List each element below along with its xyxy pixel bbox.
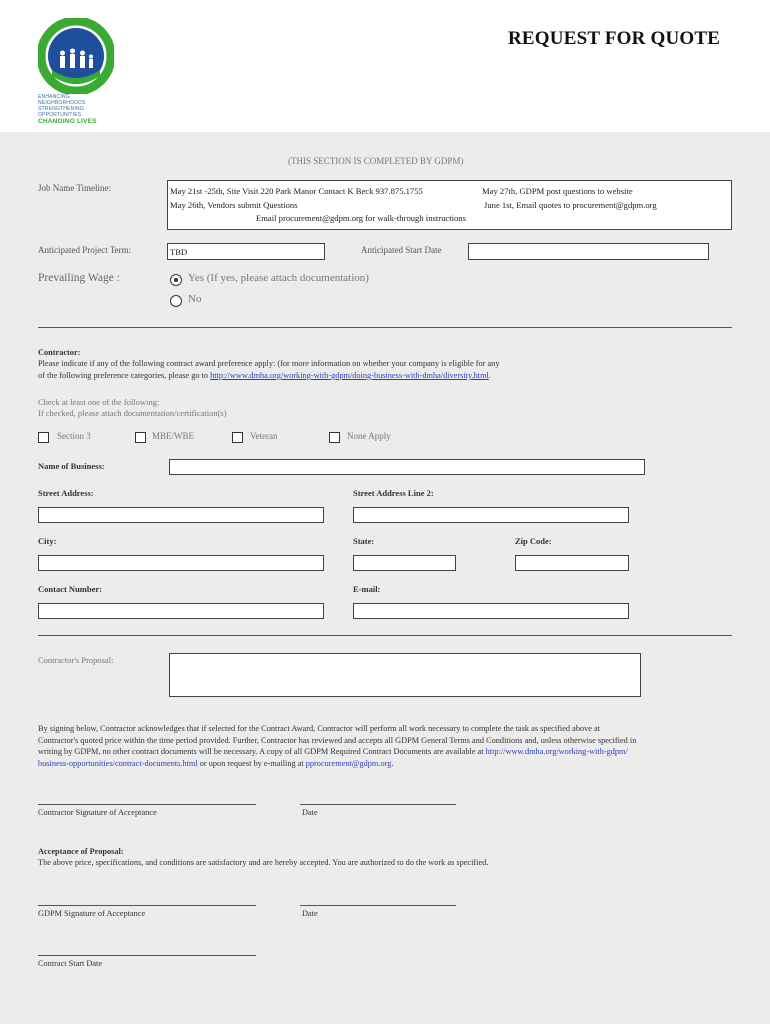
date-1-label: Date [302,808,318,817]
wage-yes-label: Yes (If yes, please attach documentation) [188,272,369,284]
contract-docs-link-2[interactable]: business-opportunities/contract-documents.html [38,758,198,768]
agreement-line-4 [38,758,732,770]
header [0,0,770,132]
job-name-label: Job Name Timeline: [38,183,112,193]
business-name-label: Name of Business: [38,461,105,471]
acceptance-text: The above price, specifications, and conditions are satisfactory and are hereby accepted. You are authorized to do the work as specified. [38,858,489,867]
divider-1 [38,327,732,328]
contract-start-line[interactable] [38,955,256,956]
contact-number-input[interactable] [38,603,324,619]
job-line-1-right: May 27th, GDPM post questions to website [482,186,633,196]
page-title: REQUEST FOR QUOTE [508,28,721,49]
contractor-intro-end: . [488,371,491,380]
project-term-label: Anticipated Project Term: [38,245,132,255]
city-input[interactable] [38,555,324,571]
proposal-label: Contractor's Proposal: [38,655,114,665]
wage-no-label: No [188,293,202,305]
wage-yes-radio[interactable] [170,274,182,286]
procurement-email-link[interactable]: pprocurement@gdpm.org [305,758,392,768]
prevailing-wage-label: Prevailing Wage : [38,272,120,284]
contact-number-label: Contact Number: [38,584,102,594]
contractor-intro-2 [38,370,491,382]
zip-code-label: Zip Code: [515,536,552,546]
zip-code-input[interactable] [515,555,629,571]
job-line-2-left: May 26th, Vendors submit Questions [170,200,298,210]
agreement-paragraph [38,723,732,769]
agreement-line-3 [38,746,732,758]
gdpm-signature-label: GDPM Signature of Acceptance [38,909,146,918]
check-instruction-2: If checked, please attach documentation/certification(s) [38,408,227,418]
diversity-link[interactable]: http://www.dmha.org/working-with-gdpm/doing-business-with-dmha/diversity.html [210,371,489,380]
section3-checkbox[interactable] [38,432,49,443]
gdpm-logo-icon [38,18,114,94]
logo-tagline [38,94,118,125]
section3-label: Section 3 [57,431,91,441]
job-line-2-right: June 1st, Email quotes to procurement@gdpm.org [484,200,657,210]
start-date-field[interactable] [468,243,709,260]
agreement-line-2: Contractor's quoted price within the time period provided. Further, Contractor has reviewed and accepts all GDPM General Terms and Conditions and, unless otherwise specified in [38,735,637,745]
contractor-intro-text: of the following preference categories, please go to [38,371,211,380]
proposal-textarea[interactable] [169,653,641,697]
agreement-line-4-end: . [391,758,394,768]
tagline-line-1: ENHANCING NEIGHBORHOODS [38,94,86,106]
section-note: (THIS SECTION IS COMPLETED BY GDPM) [288,156,464,166]
check-instruction-1: Check at least one of the following: [38,397,160,407]
agreement-line-1: By signing below, Contractor acknowledges that if selected for the Contract Award, Contractor will perform all work necessary to complete the task as specified above at [38,724,601,733]
agreement-line-3-text: writing by GDPM, no other contract documents will be necessary. A copy of all GDPM Required Contract Documents are available at [38,747,486,756]
start-date-label: Anticipated Start Date [361,245,442,255]
contract-start-label: Contract Start Date [38,959,103,968]
date-2-label: Date [302,909,318,918]
email-input[interactable] [353,603,629,619]
agreement-line-4-text: or upon request by e-mailing at [197,758,306,768]
state-input[interactable] [353,555,456,571]
wage-no-radio[interactable] [170,295,182,307]
none-apply-label: None Apply [347,431,391,441]
date-1-line[interactable] [300,804,456,805]
street-address-input[interactable] [38,507,324,523]
city-label: City: [38,536,57,546]
job-line-1-left: May 21st -25th, Site Visit 220 Park Manor Contact K Beck 937.875.1755 [170,186,423,196]
contract-docs-link-1[interactable]: http://www.dmha.org/working-with-gdpm/ [485,747,628,756]
job-timeline-field[interactable] [167,180,732,230]
email-label: E-mail: [353,584,381,594]
project-term-value: TBD [170,247,188,257]
mbe-wbe-checkbox[interactable] [135,432,146,443]
street-address-label: Street Address: [38,488,94,498]
contractor-signature-label: Contractor Signature of Acceptance [38,808,157,817]
mbe-wbe-label: MBE/WBE [152,431,194,441]
project-term-field[interactable] [167,243,325,260]
street-address-2-input[interactable] [353,507,629,523]
business-name-input[interactable] [169,459,645,475]
veteran-label: Veteran [250,431,278,441]
tagline-line-2: STRENGTHENING OPPORTUNITIES [38,106,84,118]
date-2-line[interactable] [300,905,456,906]
contractor-intro-1: Please indicate if any of the following contract award preference apply: (for more information on whether your company is eligible for any [38,359,500,368]
job-line-3: Email procurement@gdpm.org for walk-through instructions [256,213,466,223]
acceptance-heading: Acceptance of Proposal: [38,847,124,856]
contractor-signature-line[interactable] [38,804,256,805]
state-label: State: [353,536,375,546]
street-address-2-label: Street Address Line 2: [353,488,434,498]
tagline-line-3: CHANGING LIVES [38,118,97,125]
contractor-heading: Contractor: [38,348,81,357]
veteran-checkbox[interactable] [232,432,243,443]
none-apply-checkbox[interactable] [329,432,340,443]
gdpm-signature-line[interactable] [38,905,256,906]
divider-2 [38,635,732,636]
